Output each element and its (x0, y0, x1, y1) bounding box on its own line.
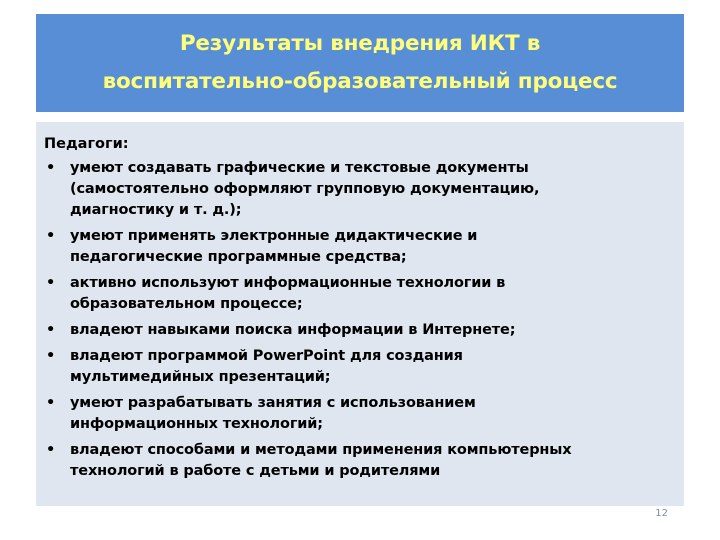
bullet-icon: • (46, 228, 56, 244)
list-item (44, 320, 674, 341)
list-item-line: (самостоятельно оформляют групповую документацию, (70, 181, 540, 197)
list-item (44, 273, 674, 315)
bullet-icon: • (46, 395, 56, 411)
list-item-line: диагностику и т. д.); (70, 202, 242, 218)
list-item-line: технологий в работе с детьми и родителями (70, 463, 441, 479)
list-item-line: владеют навыками поиска информации в Интернете; (70, 322, 516, 338)
list-item-line: владеют способами и методами применения компьютерных (70, 442, 572, 458)
bullet-list (44, 158, 674, 482)
bullet-icon: • (46, 160, 56, 176)
list-item (44, 226, 674, 268)
content-heading: Педагоги: (44, 136, 129, 152)
list-item-line: умеют применять электронные дидактические и (70, 228, 478, 244)
title-line-2: воспитательно-образовательный процесс (102, 69, 618, 94)
list-item-line: активно используют информационные технологии в (70, 275, 506, 291)
content-panel (36, 122, 684, 506)
slide-title (103, 25, 618, 101)
title-line-1: Результаты внедрения ИКТ в (179, 31, 541, 56)
list-item (44, 346, 674, 388)
list-item-line: педагогические программные средства; (70, 249, 407, 265)
list-item-line: умеют разрабатывать занятия с использованием (70, 395, 476, 411)
list-item-line: владеют программой PowerPoint для создания (70, 348, 463, 364)
bullet-icon: • (46, 275, 56, 291)
list-item-line: умеют создавать графические и текстовые документы (70, 160, 529, 176)
bullet-icon: • (46, 348, 56, 364)
list-item (44, 158, 674, 221)
bullet-icon: • (46, 322, 56, 338)
page-number: 12 (655, 508, 668, 519)
bullet-icon: • (46, 442, 56, 458)
list-item (44, 440, 674, 482)
title-banner (36, 14, 684, 112)
list-item-line: мультимедийных презентаций; (70, 369, 331, 385)
list-item-line: информационных технологий; (70, 416, 323, 432)
list-item (44, 393, 674, 435)
list-item-line: образовательном процессе; (70, 296, 303, 312)
